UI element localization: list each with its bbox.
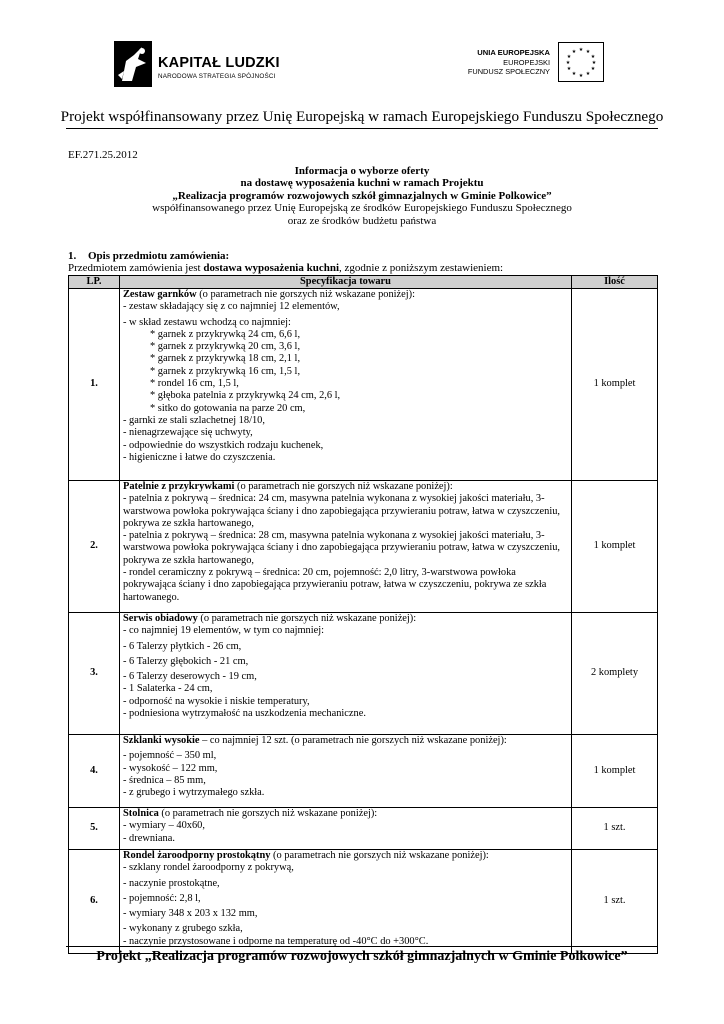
spec-line: - w skład zestawu wchodzą co najmniej: [123,316,291,328]
eu-line-1: UNIA EUROPEJSKA [477,48,550,57]
spec-line: - naczynie przystosowane i odporne na temperaturę od -40°C do +300°C. [123,935,429,947]
row-spec [120,289,572,481]
spec-paragraph: - patelnia z pokrywą – średnica: 24 cm, masywna patelnia wykonana z wysokiej jakości materiału, 3-warstwowa powłoka pokrywająca ściany i dno zapobiegająca przywieraniu potraw, łatwa w czyszczeniu, pokrywa ze szkła hartowanego, [123,493,560,529]
svg-text:★: ★ [565,60,571,66]
eu-line-3: FUNDUSZ SPOŁECZNY [467,67,550,76]
spec-line: - wykonany z grubego szkła, [123,923,243,935]
eu-flag-icon [558,42,604,82]
cofinancing-statement: Projekt współfinansowany przez Unię Europejską w ramach Europejskiego Funduszu Społecznego [60,108,664,125]
header-divider [66,128,658,129]
table-row [69,808,658,850]
specification-table [68,275,658,954]
spec-line: - 6 Talerzy deserowych - 19 cm, [123,671,257,683]
intro-bold: dostawa wyposażenia kuchni [203,262,340,274]
table-row [69,613,658,735]
header-qty: Ilość [572,276,658,289]
spec-line: - odpowiednie do wszystkich rodzaju kuchenek, [123,439,324,451]
kapital-ludzki-emblem-icon [114,41,152,87]
intro-post: , zgodnie z poniższym zestawieniem: [339,262,504,274]
table-header-row [69,276,658,289]
row-lp: 5. [69,808,120,850]
svg-text:★: ★ [566,66,572,72]
item-title-rest: (o parametrach nie gorszych niż wskazane poniżej): [270,850,489,861]
spec-paragraph: - patelnia z pokrywą – średnica: 28 cm, masywna patelnia wykonana z wysokiej jakości materiału, 3-warstwowa powłoka pokrywająca ściany i dno zapobiegająca przywieraniu potraw, łatwa w czyszczeniu, pokrywa ze szkła hartowanego, [123,530,560,566]
svg-text:★: ★ [585,71,591,77]
footer-project-title: Projekt „Realizacja programów rozwojowych szkół gimnazjalnych w Gminie Polkowice” [96,949,628,964]
spec-line: - 1 Salaterka - 24 cm, [123,683,213,695]
spec-line: - wymiary 348 x 203 x 132 mm, [123,908,258,920]
spec-line: - odporność na wysokie i niskie temperatury, [123,695,310,707]
header-spec: Specyfikacja towaru [120,276,572,289]
footer-divider [66,946,658,947]
table-row [69,289,658,481]
item-title: Szklanki wysokie [123,735,200,746]
row-qty: 2 komplety [572,613,658,735]
spec-line: - nienagrzewające się uchwyty, [123,427,253,439]
row-lp: 3. [69,613,120,735]
spec-line: - z grubego i wytrzymałego szkła. [123,787,265,799]
svg-text:★: ★ [591,60,597,66]
svg-text:★: ★ [578,47,584,53]
spec-line: - 6 Talerzy głębokich - 21 cm, [123,655,249,667]
spec-subline: * głęboka patelnia z przykrywką 24 cm, 2,6 l, [150,390,341,402]
item-title: Zestaw garnków [123,289,197,300]
kl-title: KAPITAŁ LUDZKI [158,55,280,71]
svg-text:★: ★ [590,66,596,72]
row-spec [120,735,572,808]
svg-text:★: ★ [590,54,596,60]
spec-line: - higieniczne i łatwe do czyszczenia. [123,451,276,463]
eu-logo [452,40,612,88]
item-title-rest: (o parametrach nie gorszych niż wskazane poniżej): [234,481,453,492]
info-line-1: Informacja o wyborze oferty [294,165,430,177]
spec-subline: * garnek z przykrywką 24 cm, 6,6 l, [150,328,301,340]
spec-line: - co najmniej 19 elementów, w tym co najmniej: [123,625,325,637]
spec-line: - wymiary – 40x60, [123,820,205,832]
spec-line: - podniesiona wytrzymałość na uszkodzenia mechaniczne. [123,708,366,720]
intro-pre: Przedmiotem zamówienia jest [68,262,204,274]
row-qty: 1 komplet [572,481,658,613]
row-qty: 1 szt. [572,808,658,850]
row-qty: 1 komplet [572,289,658,481]
spec-line: - garnki ze stali szlachetnej 18/10, [123,414,265,426]
spec-paragraph: - rondel ceramiczny z pokrywą – średnica: 20 cm, pojemność: 2,0 litry, 3-warstwowa powłoka pokrywająca ściany i dno zapobiegająca przywieraniu potraw, łatwa w czyszczeniu, pokrywa ze szkła hartowanego. [123,567,547,603]
item-title-rest: (o parametrach nie gorszych niż wskazane poniżej): [196,289,416,300]
item-title-rest: (o parametrach nie gorszych niż wskazane poniżej): [197,613,417,624]
eu-text [468,48,550,77]
spec-line: - pojemność – 350 ml, [123,750,217,762]
section-intro [68,262,503,274]
reference-number: EF.271.25.2012 [68,149,138,161]
svg-text:★: ★ [578,73,584,79]
info-line-3: „Realizacja programów rozwojowych szkół gimnazjalnych w Gminie Polkowice” [172,189,552,202]
svg-text:★: ★ [571,49,577,55]
row-lp: 1. [69,289,120,481]
spec-subline: * rondel 16 cm, 1,5 l, [150,378,239,390]
row-qty: 1 komplet [572,735,658,808]
kapital-ludzki-logo [112,37,280,93]
section-heading [68,250,229,262]
item-title: Patelnie z przykrywkami [123,481,235,492]
row-lp: 2. [69,481,120,613]
eu-line-2: EUROPEJSKI [503,57,550,67]
row-spec [120,808,572,850]
row-spec [120,481,572,613]
item-title: Stolnica [123,808,159,819]
table-row [69,850,658,954]
table-row [69,735,658,808]
spec-line: - drewniana. [123,832,175,844]
header-lp: LP. [69,276,120,289]
spec-line: - 6 Talerzy płytkich - 26 cm, [123,640,242,652]
info-line-4: współfinansowanego przez Unię Europejską ze środków Europejskiego Funduszu Społecznego [152,202,572,215]
svg-text:★: ★ [585,49,591,55]
section-number: 1. [68,250,77,262]
spec-line: - średnica – 85 mm, [123,774,206,786]
section-title: Opis przedmiotu zamówienia: [88,250,230,262]
row-lp: 4. [69,735,120,808]
spec-subline: * garnek z przykrywką 16 cm, 1,5 l, [150,365,301,377]
spec-subline: * sitko do gotowania na parze 20 cm, [150,402,306,414]
table-row [69,481,658,613]
row-spec [120,850,572,954]
row-spec [120,613,572,735]
spec-subline: * garnek z przykrywką 20 cm, 3,6 l, [150,341,301,353]
item-title-rest: – co najmniej 12 szt. (o parametrach nie gorszych niż wskazane poniżej): [199,735,507,746]
kl-subtitle: NARODOWA STRATEGIA SPÓJNOŚCI [158,73,276,80]
row-lp: 6. [69,850,120,954]
info-line-5: oraz ze środków budżetu państwa [287,214,437,227]
spec-line: - zestaw składający się z co najmniej 12 elementów, [123,301,340,313]
spec-line: - pojemność: 2,8 l, [123,892,201,904]
spec-line: - wysokość – 122 mm, [123,762,218,774]
spec-line: - naczynie prostokątne, [123,877,220,889]
svg-text:★: ★ [566,54,572,60]
item-title-rest: (o parametrach nie gorszych niż wskazane poniżej): [158,808,378,819]
info-heading [0,165,724,227]
row-qty: 1 szt. [572,850,658,954]
info-line-2: na dostawę wyposażenia kuchni w ramach Projektu [240,177,484,190]
item-title: Serwis obiadowy [123,613,198,624]
spec-subline: * garnek z przykrywką 18 cm, 2,1 l, [150,353,301,365]
item-title: Rondel żaroodporny prostokątny [123,850,271,861]
svg-text:★: ★ [571,71,577,77]
spec-line: - szklany rondel żaroodporny z pokrywą, [123,862,294,874]
